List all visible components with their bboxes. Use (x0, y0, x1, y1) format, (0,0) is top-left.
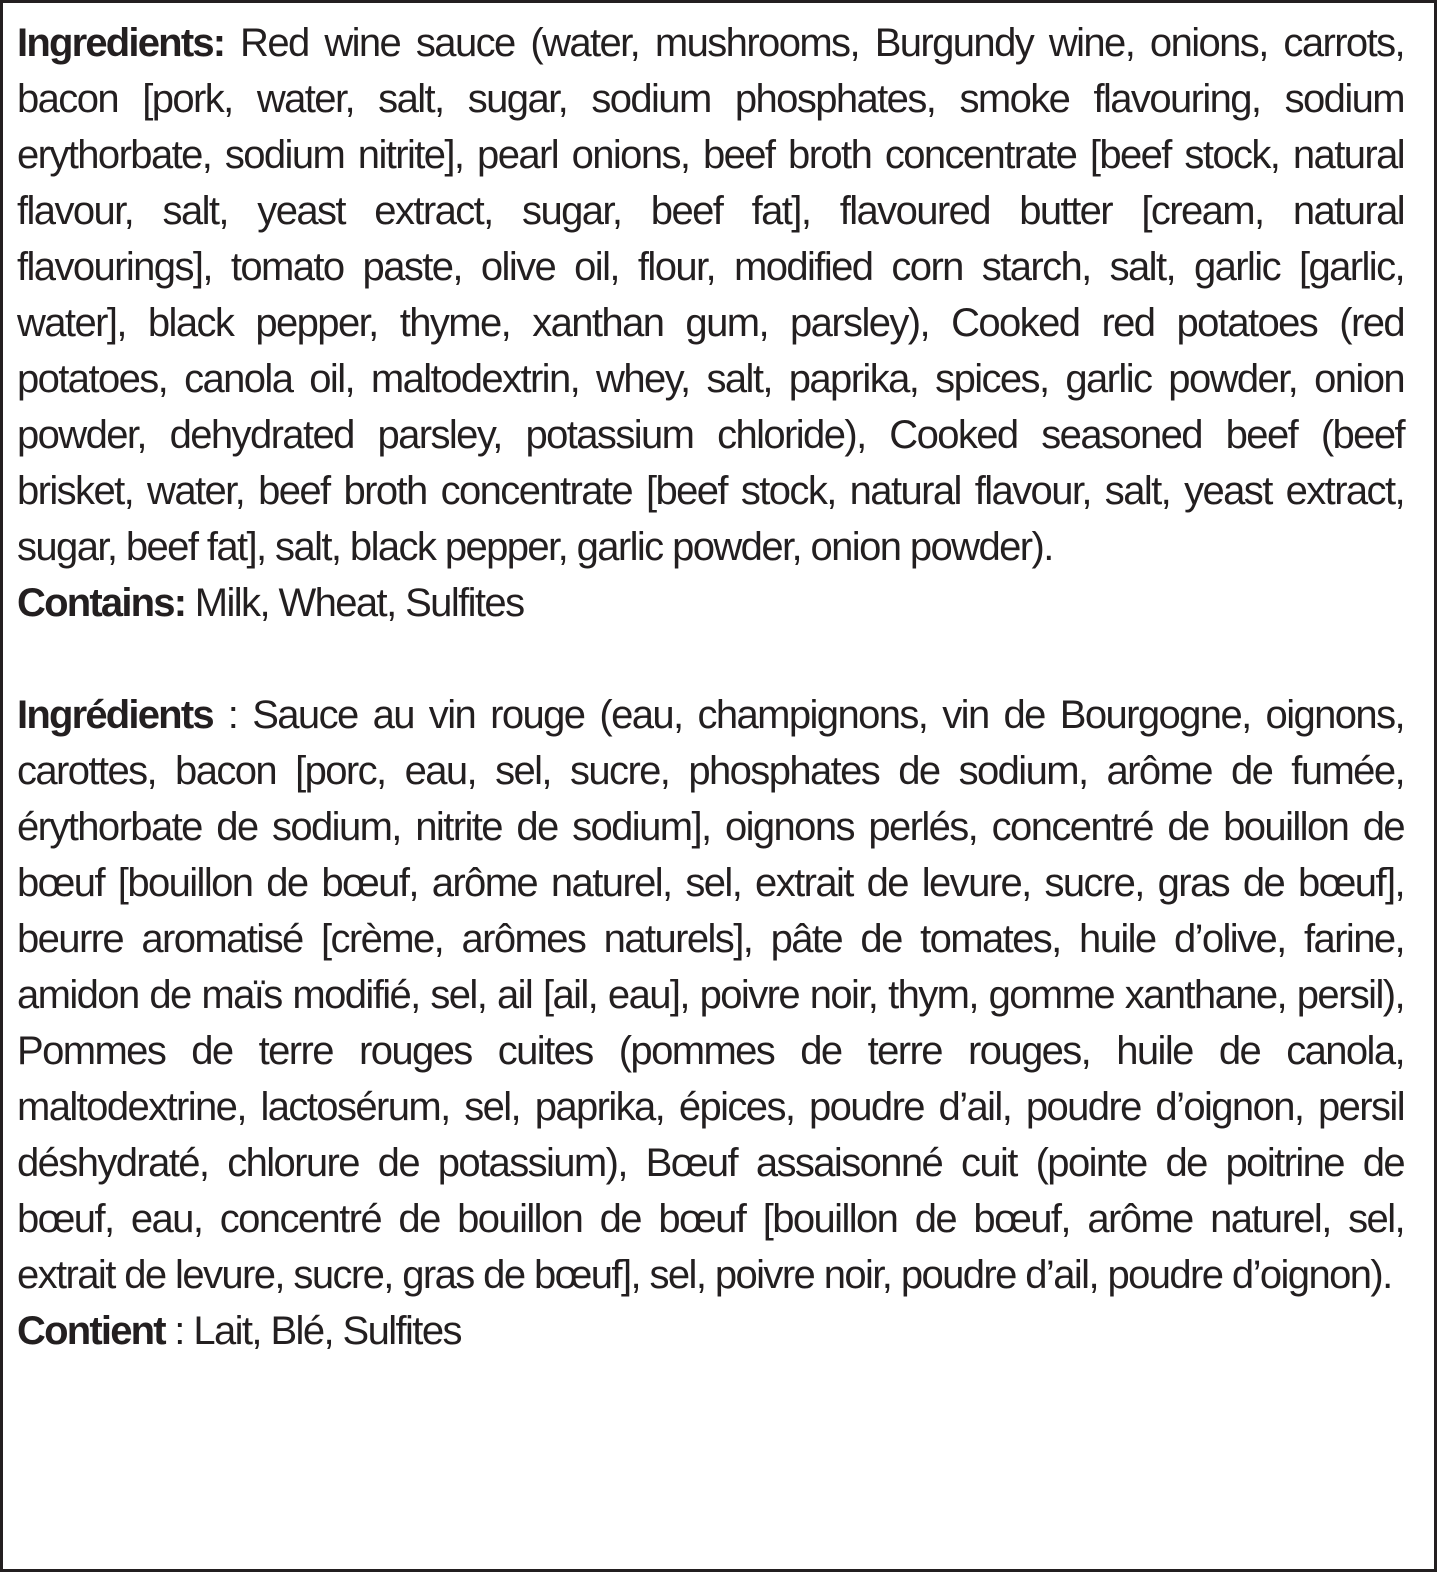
french-contains (17, 1303, 1404, 1359)
english-contains-text: Milk, Wheat, Sulfites (185, 581, 524, 625)
french-contains-text: : Lait, Blé, Sulfites (164, 1309, 461, 1353)
english-ingredients-heading: Ingredients: (17, 21, 225, 65)
english-ingredients (17, 15, 1404, 575)
english-contains-heading: Contains: (17, 581, 186, 625)
english-contains (17, 575, 1404, 631)
section-divider-space (17, 631, 1404, 687)
french-contains-heading: Contient (17, 1309, 165, 1353)
french-ingredients-heading: Ingrédients (17, 693, 213, 737)
french-ingredients-text: : Sauce au vin rouge (eau, champignons, vin de Bourgogne, oignons, carottes, bacon [porc, eau, sel, sucre, phosphates de sodium, arôme de fumée, érythorbate de sodium, nitrite de sodium], oignons perlés, concentré de bouillon de bœuf [bouillon de bœuf, arôme naturel, sel, extrait de levure, sucre, gras de bœuf], beurre aromatisé [crème, arômes naturels], pâte de tomates, huile d’olive, farine, amidon de maïs modifié, sel, ail [ail, eau], poivre noir, thym, gomme xanthane, persil), Pommes de terre rouges cuites (pommes de terre rouges, huile de canola, maltodextrine, lactosérum, sel, paprika, épices, poudre d’ail, poudre d’oignon, persil déshydraté, chlorure de potassium), Bœuf assaisonné cuit (pointe de poitrine de bœuf, eau, concentré de bouillon de bœuf [bouillon de bœuf, arôme naturel, sel, extrait de levure, sucre, gras de bœuf], sel, poivre noir, poudre d’ail, poudre d’oignon). (17, 693, 1404, 1297)
french-ingredients (17, 687, 1404, 1303)
english-ingredients-text: Red wine sauce (water, mushrooms, Burgundy wine, onions, carrots, bacon [pork, water, salt, sugar, sodium phosphates, smoke flavouring, sodium erythorbate, sodium nitrite], pearl onions, beef broth concentrate [beef stock, natural flavour, salt, yeast extract, sugar, beef fat], flavoured butter [cream, natural flavourings], tomato paste, olive oil, flour, modified corn starch, salt, garlic [garlic, water], black pepper, thyme, xanthan gum, parsley), Cooked red potatoes (red potatoes, canola oil, maltodextrin, whey, salt, paprika, spices, garlic powder, onion powder, dehydrated parsley, potassium chloride), Cooked seasoned beef (beef brisket, water, beef broth concentrate [beef stock, natural flavour, salt, yeast extract, sugar, beef fat], salt, black pepper, garlic powder, onion powder). (17, 21, 1404, 569)
